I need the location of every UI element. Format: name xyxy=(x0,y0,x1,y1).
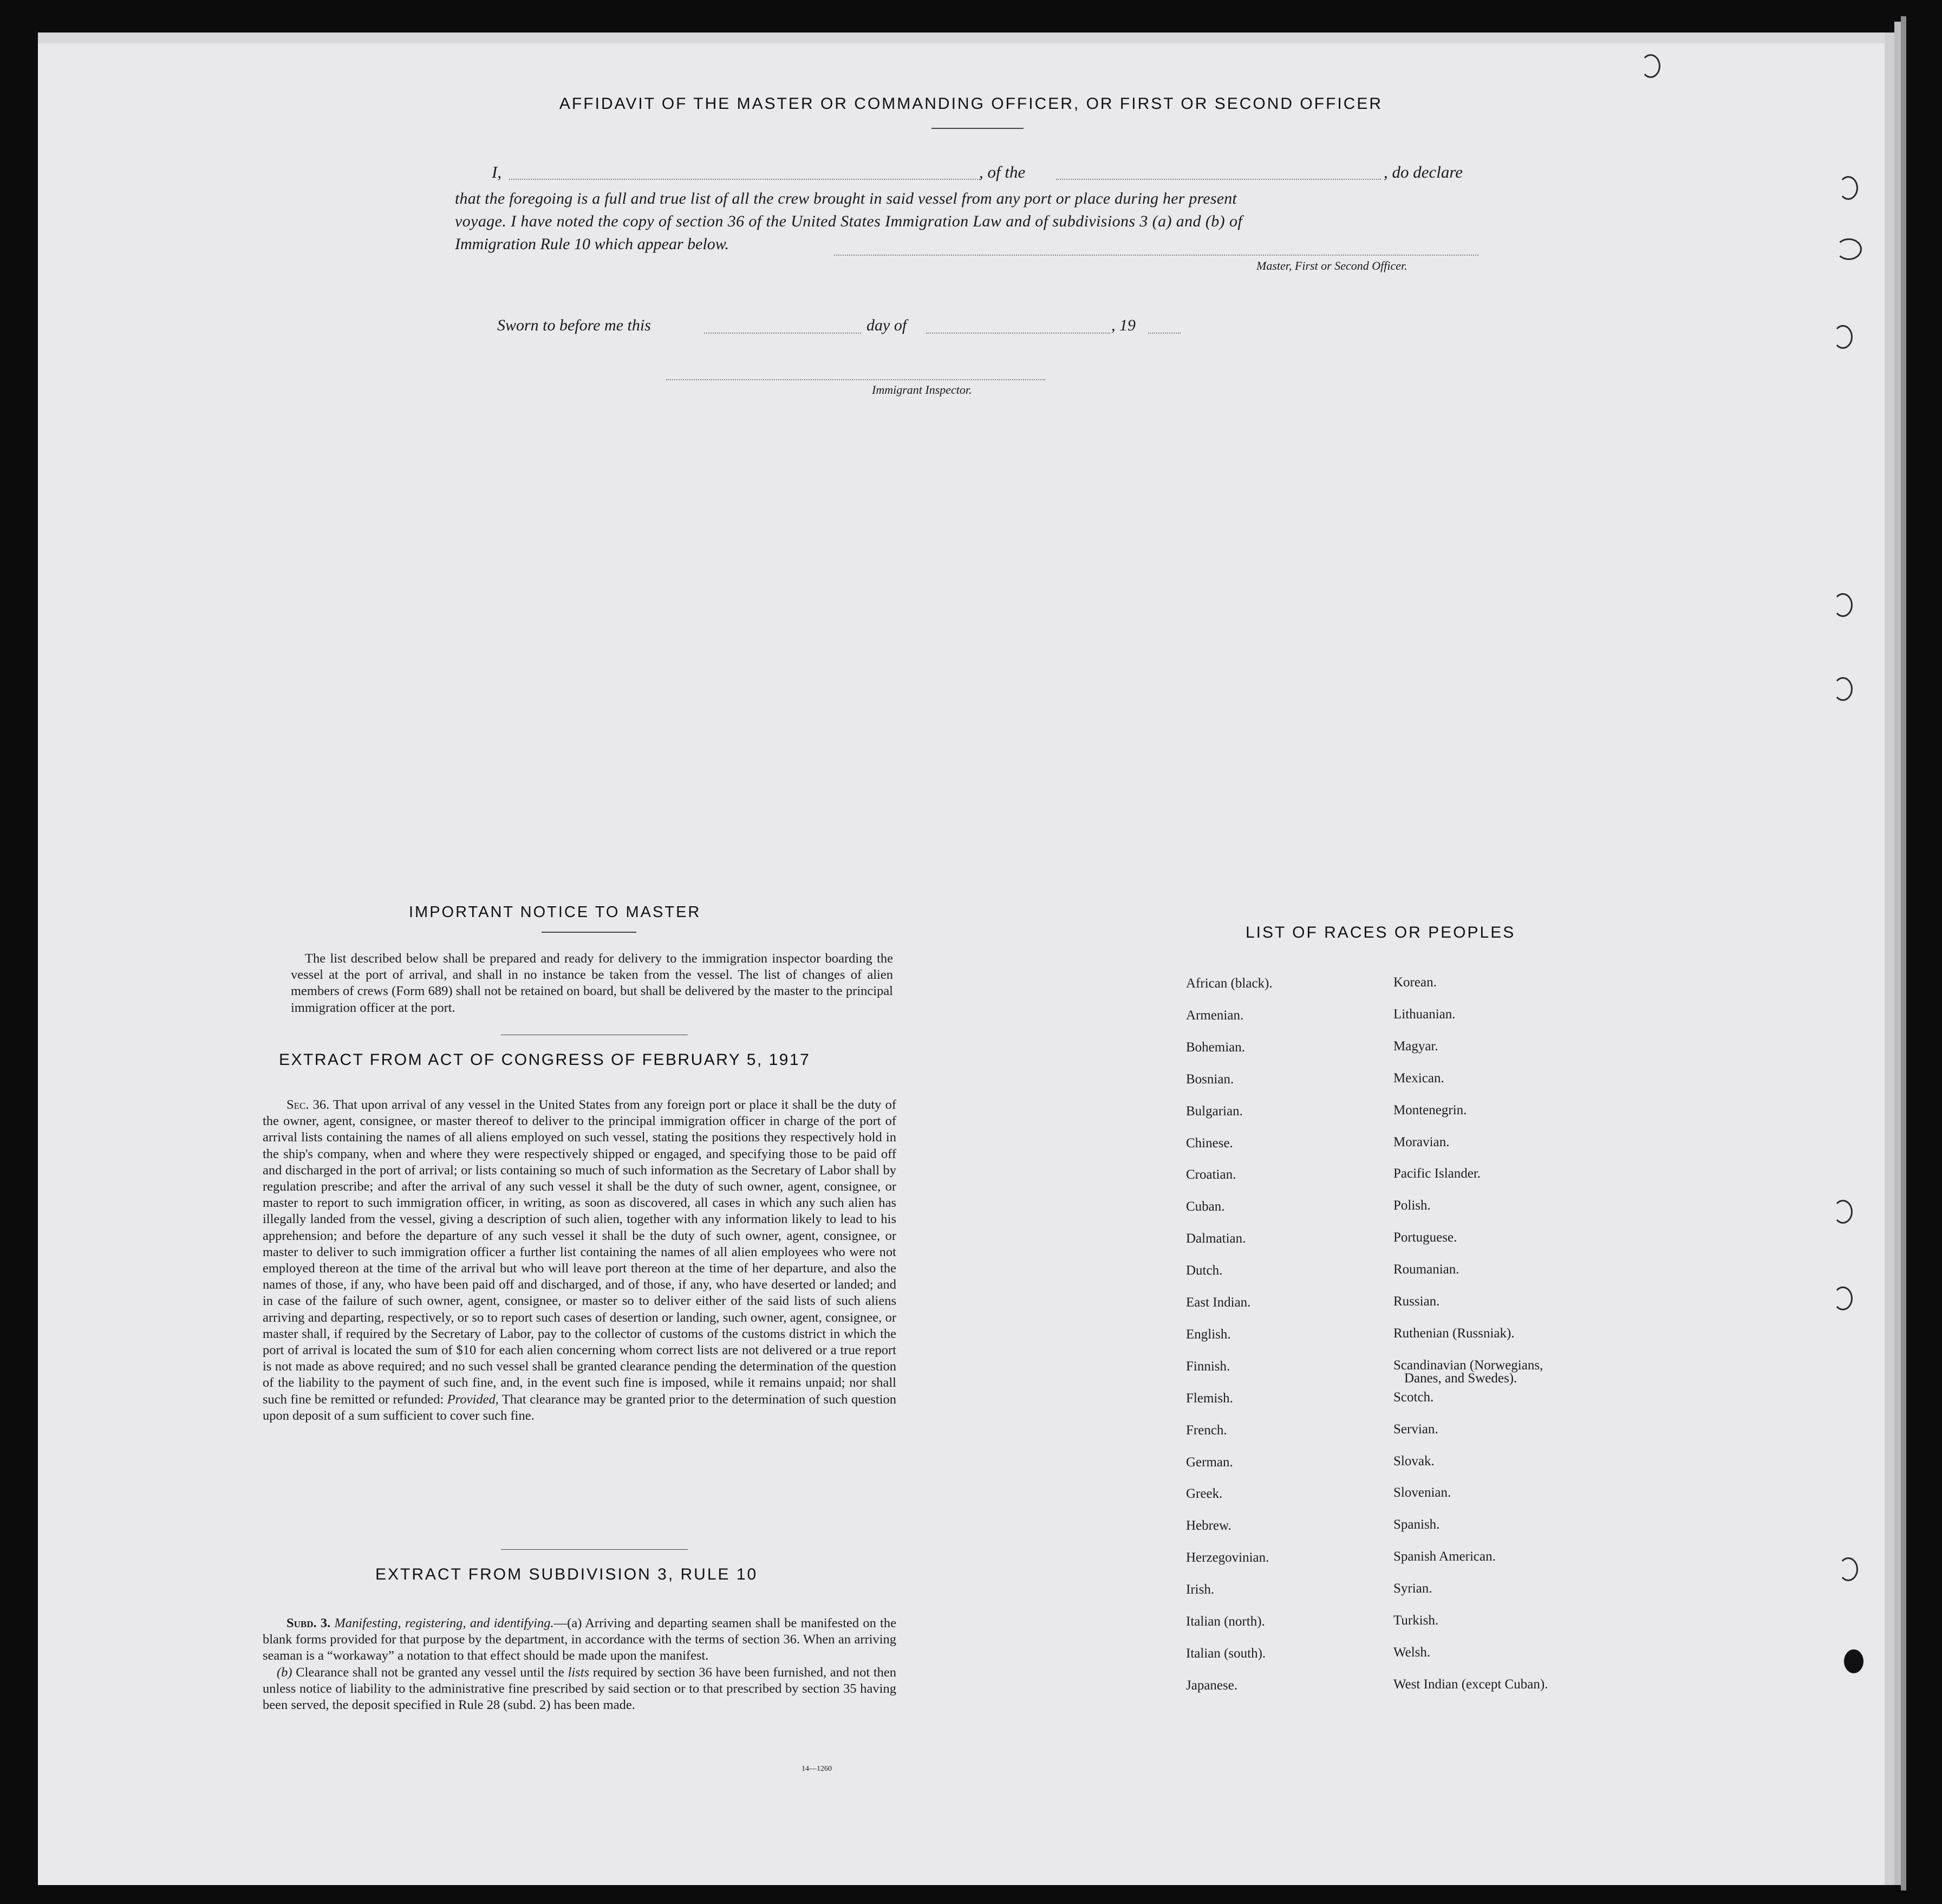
title-rule xyxy=(931,128,1024,129)
signature-label: Master, First or Second Officer. xyxy=(1256,259,1407,272)
race-item: Armenian. xyxy=(1186,1008,1244,1023)
page-stack-edge xyxy=(1894,22,1901,1885)
race-item: West Indian (except Cuban). xyxy=(1393,1676,1548,1692)
race-item: Scandinavian (Norwegians, xyxy=(1393,1357,1543,1373)
name-blank[interactable] xyxy=(509,179,980,180)
affidavit-i: I, xyxy=(492,163,502,181)
sworn-month-blank[interactable] xyxy=(926,333,1110,334)
race-item: Italian (south). xyxy=(1186,1646,1266,1661)
rule-subd-heading: Manifesting, registering, and identifying. xyxy=(334,1616,554,1630)
race-item: Magyar. xyxy=(1393,1038,1438,1054)
sworn-text: Sworn to before me this xyxy=(497,316,651,334)
race-item: Chinese. xyxy=(1186,1135,1233,1151)
sworn-year: , 19 xyxy=(1111,316,1136,334)
binder-hole-icon xyxy=(1833,593,1853,617)
race-item: Bulgarian. xyxy=(1186,1103,1243,1119)
sworn-day-blank[interactable] xyxy=(704,333,861,334)
rule-a-label: —(a) xyxy=(553,1616,582,1630)
rule-subd-label: Subd. 3. xyxy=(286,1616,331,1630)
act-body xyxy=(263,1097,896,1424)
rule-para-a xyxy=(263,1615,896,1665)
race-item: Mexican. xyxy=(1393,1070,1444,1086)
race-item: Montenegrin. xyxy=(1393,1102,1467,1117)
affidavit-title: AFFIDAVIT OF THE MASTER OR COMMANDING OFFICER, OR FIRST OR SECOND OFFICER xyxy=(559,95,1383,113)
act-provided: Provided, xyxy=(447,1392,499,1407)
races-title: LIST OF RACES OR PEOPLES xyxy=(1246,924,1516,941)
sworn-year-blank[interactable] xyxy=(1148,333,1181,334)
form-number: 14—1260 xyxy=(801,1765,832,1773)
race-item: Portuguese. xyxy=(1393,1230,1457,1245)
race-item: Pacific Islander. xyxy=(1393,1166,1481,1181)
inspector-blank[interactable] xyxy=(666,379,1045,380)
race-item: Ruthenian (Russniak). xyxy=(1393,1325,1515,1341)
rule-b-text-2: required by section 36 have been furnished, and not then unless notice of liability to the administrative fine prescribed by said section or to that prescribed by section 35 having been served, the deposit specified in Rule 28 (subd. 2) has been made. xyxy=(263,1665,897,1713)
vessel-blank[interactable] xyxy=(1056,179,1381,180)
race-item: Japanese. xyxy=(1186,1678,1238,1693)
race-item: Herzegovinian. xyxy=(1186,1550,1269,1565)
race-item: Cuban. xyxy=(1186,1199,1225,1214)
race-item: Bosnian. xyxy=(1186,1071,1234,1087)
race-item: Irish. xyxy=(1186,1582,1215,1597)
race-item: Greek. xyxy=(1186,1486,1223,1502)
notice-body: The list described below shall be prepared and ready for delivery to the immigration inspector boarding the vessel at the port of arrival, and shall in no instance be taken from the vessel. The list of changes of alien members of crews (Form 689) shall not be retained on board, but shall be delivered by the master to the principal immigration officer at the port. xyxy=(291,951,893,1015)
rule-para-b xyxy=(263,1665,896,1714)
race-item: Servian. xyxy=(1393,1421,1438,1437)
page-top-edge xyxy=(38,33,1885,43)
affidavit-of-the: , of the xyxy=(979,163,1026,181)
act-title: EXTRACT FROM ACT OF CONGRESS OF FEBRUARY 5, 1917 xyxy=(279,1051,811,1069)
binder-hole-icon xyxy=(1836,238,1862,260)
act-body-text: That upon arrival of any vessel in the United States from any foreign port or place it shall be the duty of the owner, agent, consignee, or master thereof to deliver to the principal immigration officer in charge of the port of arrival lists containing the names of all aliens employed on such vessel, stating the positions they respectively hold in the ship's company, when and where they were respectively shipped or engaged, and specifying those to be paid off and discharged in the port of arrival; or lists containing so much of such information as the Secretary of Labor shall by regulation prescribe; and after the arrival of any such vessel it shall be the duty of such owner, agent, consignee, or master to report to such immigration officer, in writing, as soon as discovered, all cases in which any such alien has illegally landed from the vessel, giving a description of such alien, together with any information likely to lead to his apprehension; and before the departure of any such vessel it shall be the duty of such owner, agent, consignee, or master to deliver to such immigration officer a further list containing the names of all alien employees who were not employed thereon at the time of the arrival but who will leave port thereon at the time of her departure, and also the names of those, if any, who have been paid off and discharged, and of those, if any, who have deserted or landed; and in case of the failure of such owner, agent, consignee, or master so to deliver either of the said lists of such aliens arriving and departing, respectively, or so to report such cases of desertion or landing, such owner, agent, consignee, or master shall, if required by the Secretary of Labor, pay to the collector of customs of the customs district in which the port of arrival is located the sum of $10 for each alien concerning whom correct lists are not delivered or a true report is not made as above required; and no such vessel shall be granted clearance pending the determination of the question of the liability to the payment of such fine, and, in the event such fine is imposed, while it remains unpaid; nor shall such fine be remitted or refunded: xyxy=(263,1097,896,1407)
race-item: Slovak. xyxy=(1393,1453,1435,1468)
rule-b-lists: lists xyxy=(568,1665,590,1680)
race-item: English. xyxy=(1186,1327,1231,1342)
rule-body xyxy=(263,1615,896,1713)
binder-hole-icon xyxy=(1839,1557,1858,1581)
rule-b-label: (b) xyxy=(277,1665,292,1680)
affidavit-line3: voyage. I have noted the copy of section 36 of the United States Immigration Law and of subdivisions 3 (a) and (b) of xyxy=(455,212,1243,230)
binder-hole-icon xyxy=(1833,1286,1853,1310)
page-stack-edge xyxy=(1885,33,1894,1885)
binder-hole-icon xyxy=(1839,176,1858,200)
race-item: Hebrew. xyxy=(1186,1518,1231,1533)
race-item: Croatian. xyxy=(1186,1167,1236,1182)
race-item: Polish. xyxy=(1393,1198,1431,1213)
affidavit-do-declare: , do declare xyxy=(1384,163,1463,181)
act-sec-label: Sec. 36. xyxy=(286,1097,330,1112)
race-item: Spanish. xyxy=(1393,1517,1440,1532)
race-item: Finnish. xyxy=(1186,1359,1230,1374)
race-item: German. xyxy=(1186,1454,1233,1470)
race-item: Russian. xyxy=(1393,1294,1440,1309)
binder-hole-icon xyxy=(1833,1200,1853,1224)
race-item: Roumanian. xyxy=(1393,1262,1459,1277)
race-item: Dutch. xyxy=(1186,1263,1223,1278)
binder-hole-icon xyxy=(1844,1649,1863,1673)
affidavit-line4: Immigration Rule 10 which appear below. xyxy=(455,235,729,253)
binder-hole-icon xyxy=(1641,54,1660,78)
act-body-end: That clearance may be granted prior to the determination of such question upon deposit of a sum sufficient to cover such fine. xyxy=(263,1392,897,1423)
rule-title: EXTRACT FROM SUBDIVISION 3, RULE 10 xyxy=(375,1565,758,1583)
race-item: Slovenian. xyxy=(1393,1485,1451,1500)
binder-hole-icon xyxy=(1833,325,1853,349)
race-item: Flemish. xyxy=(1186,1390,1233,1406)
race-item: Welsh. xyxy=(1393,1645,1431,1660)
race-item: Moravian. xyxy=(1393,1134,1450,1149)
binder-hole-icon xyxy=(1833,677,1853,701)
race-item: Dalmatian. xyxy=(1186,1231,1246,1246)
rule-a-text: Arriving and departing seamen shall be manifested on the blank forms provided for that purpose by the department, in accordance with the terms of section 36. When an arriving seaman is a “workaway” a notation to that effect should be made upon the manifest. xyxy=(263,1616,896,1663)
race-item: Lithuanian. xyxy=(1393,1006,1456,1022)
race-item: East Indian. xyxy=(1186,1295,1251,1310)
race-item: Syrian. xyxy=(1393,1581,1432,1596)
race-item: French. xyxy=(1186,1422,1227,1438)
race-item: Bohemian. xyxy=(1186,1039,1246,1055)
race-item: Italian (north). xyxy=(1186,1614,1265,1629)
page-stack-edge xyxy=(1901,16,1906,1890)
act-divider xyxy=(501,1549,688,1550)
race-item: Spanish American. xyxy=(1393,1549,1496,1564)
race-item: African (black). xyxy=(1186,976,1273,991)
inspector-label: Immigrant Inspector. xyxy=(872,383,972,397)
signature-blank[interactable] xyxy=(834,255,1478,256)
race-item: Scotch. xyxy=(1393,1389,1434,1405)
affidavit-line2: that the foregoing is a full and true list of all the crew brought in said vessel from any port or place during her present xyxy=(455,190,1237,207)
notice-rule xyxy=(542,932,636,933)
race-item-scandinavian-cont: Danes, and Swedes). xyxy=(1404,1371,1517,1386)
rule-b-text-1: Clearance shall not be granted any vessel until the xyxy=(296,1665,564,1680)
race-item: Korean. xyxy=(1393,975,1437,990)
race-item: Turkish. xyxy=(1393,1613,1439,1628)
sworn-day-of: day of xyxy=(866,316,907,334)
notice-title: IMPORTANT NOTICE TO MASTER xyxy=(409,904,701,921)
